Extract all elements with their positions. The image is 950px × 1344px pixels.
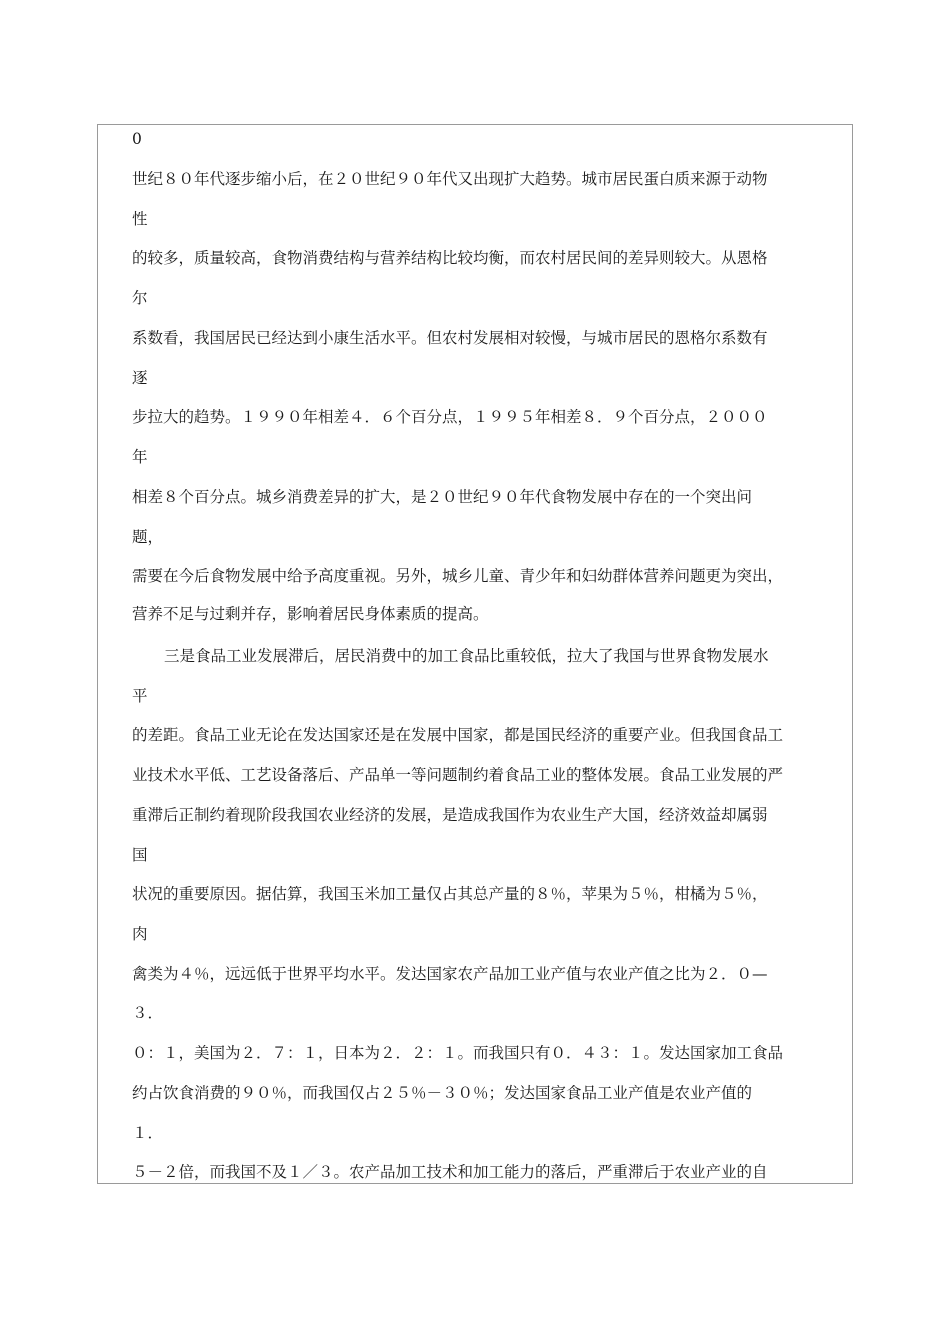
text-line: ５－２倍，而我国不及１／３。农产品加工技术和加工能力的落后，严重滞后于农业产业的自 <box>132 1163 768 1181</box>
text-line: 平 <box>132 687 148 705</box>
text-line: 禽类为４％，远远低于世界平均水平。发达国家农产品加工业产值与农业产值之比为２．０— <box>132 965 768 983</box>
text-line: ０：１，美国为２．７：１，日本为２．２：１。而我国只有０．４３：１。发达国家加工食品 <box>132 1044 784 1062</box>
text-line: 题， <box>132 528 164 546</box>
text-line: 营养不足与过剩并存，影响着居民身体素质的提高。 <box>132 605 489 623</box>
text-line: 重滞后正制约着现阶段我国农业经济的发展，是造成我国作为农业生产大国，经济效益却属弱 <box>132 806 768 824</box>
text-line: １． <box>132 1124 164 1142</box>
text-line: 逐 <box>132 369 148 387</box>
text-line: ３． <box>132 1004 164 1022</box>
text-line: 国 <box>132 846 148 864</box>
text-line: 的较多，质量较高，食物消费结构与营养结构比较均衡，而农村居民间的差异则较大。从恩格 <box>132 249 768 267</box>
text-line: 年 <box>132 448 148 466</box>
text-line: 性 <box>132 210 148 228</box>
text-line: 的差距。食品工业无论在发达国家还是在发展中国家，都是国民经济的重要产业。但我国食品工 <box>132 726 784 744</box>
text-line: 尔 <box>132 289 148 307</box>
text-frame <box>97 124 853 1184</box>
text-line: 业技术水平低、工艺设备落后、产品单一等问题制约着食品工业的整体发展。食品工业发展的严 <box>132 766 784 784</box>
text-line: 系数看，我国居民已经达到小康生活水平。但农村发展相对较慢，与城市居民的恩格尔系数有 <box>132 329 768 347</box>
text-line: 需要在今后食物发展中给予高度重视。另外，城乡儿童、青少年和妇幼群体营养问题更为突出， <box>132 567 784 585</box>
text-line: 约占饮食消费的９０％，而我国仅占２５％－３０％；发达国家食品工业产值是农业产值的 <box>132 1084 753 1102</box>
text-line: 状况的重要原因。据估算，我国玉米加工量仅占其总产量的８％，苹果为５％，柑橘为５％， <box>132 885 768 903</box>
text-line: 相差８个百分点。城乡消费差异的扩大，是２０世纪９０年代食物发展中存在的一个突出问 <box>132 488 753 506</box>
paragraph-first-line: 三是食品工业发展滞后，居民消费中的加工食品比重较低，拉大了我国与世界食物发展水 <box>164 647 769 665</box>
text-line: 肉 <box>132 925 148 943</box>
text-line: 0 <box>132 130 142 148</box>
text-line: 世纪８０年代逐步缩小后，在２０世纪９０年代又出现扩大趋势。城市居民蛋白质来源于动物 <box>132 170 768 188</box>
text-line: 步拉大的趋势。１９９０年相差４．６个百分点，１９９５年相差８．９个百分点，２０００ <box>132 408 768 426</box>
